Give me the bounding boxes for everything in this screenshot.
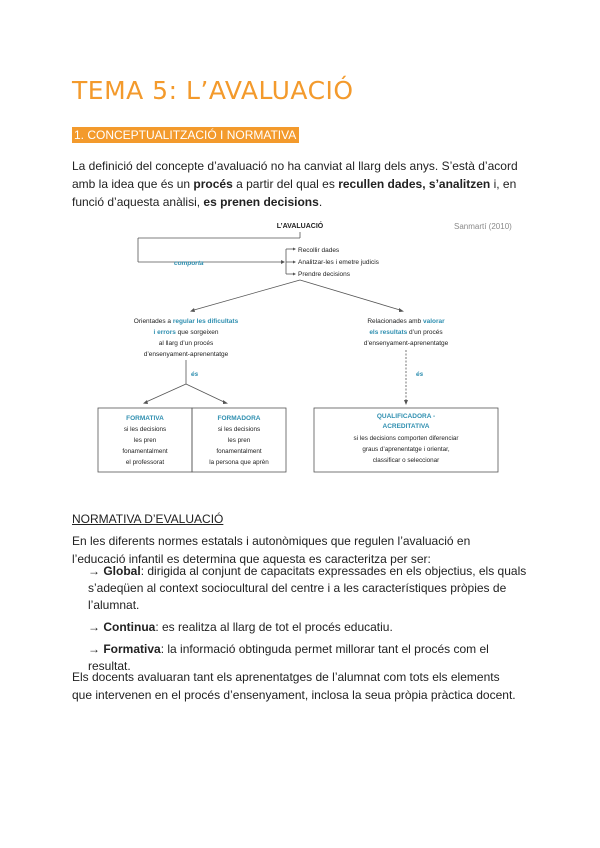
box-formativa-title: FORMATIVA <box>126 415 164 422</box>
svg-text:si les decisions: si les decisions <box>217 426 261 433</box>
normativa-heading: NORMATIVA D’EVALUACIÓ <box>72 512 224 526</box>
left-es-label: és <box>191 371 199 378</box>
page-title: TEMA 5: L’AVALUACIÓ <box>72 76 354 105</box>
svg-text:graus d’aprenentatge i orienta: graus d’aprenentatge i orientar, <box>362 446 450 453</box>
step-analyze: Analitzar-les i emetre judicis <box>298 259 379 266</box>
svg-text:fonamentalment: fonamentalment <box>216 448 262 455</box>
left-branch-line1: Orientades a regular les dificultats <box>133 318 239 325</box>
box-formadora-title: FORMADORA <box>217 415 261 422</box>
characteristics-list <box>88 563 528 680</box>
left-branch-line4: d’ensenyament-aprenentatge <box>143 351 229 358</box>
box-qualificadora-title: QUALIFICADORA - <box>376 413 436 420</box>
svg-text:fonamentalment: fonamentalment <box>122 448 168 455</box>
list-item-formativa: → Formativa: la informació obtinguda permet millorar tant el procés com el resultat. <box>88 642 489 673</box>
right-branch-line1: Relacionades amb valorar <box>367 318 445 325</box>
diagram-root: L’AVALUACIÓ <box>276 223 324 230</box>
right-branch-line3: d’ensenyament-aprenentatge <box>363 340 449 347</box>
section-heading: 1. CONCEPTUALITZACIÓ I NORMATIVA <box>72 127 299 143</box>
right-es-label: és <box>416 371 424 378</box>
svg-text:la persona que aprèn: la persona que aprèn <box>209 459 269 466</box>
left-branch-line2: i errors que sorgeixen <box>153 329 219 336</box>
svg-text:classificar o seleccionar: classificar o seleccionar <box>372 457 440 464</box>
closing-paragraph: Els docents avaluaran tant els aprenentatges de l’alumnat com tots els elements que intervenen en el procés d’ensenyament, inclosa la seua pròpia pràctica docent. <box>72 670 516 702</box>
diagram-source: Sanmartí (2010) <box>454 222 512 231</box>
left-branch-line3: al llarg d’un procés <box>158 340 214 347</box>
evaluation-diagram <box>94 212 512 484</box>
comporta-label: comporta <box>174 260 204 267</box>
svg-text:si les decisions comporten dif: si les decisions comporten diferenciar <box>353 435 459 442</box>
list-item-continua: → Continua: es realitza al llarg de tot el procés educatiu. <box>88 620 393 634</box>
intro-paragraph: La definició del concepte d’avaluació no ha canviat al llarg dels anys. S’està d’acord amb la idea que és un procés a partir del qual es recullen dades, s’analitzen i, en funció d’aquesta anàlisi, es prenen decisions. <box>72 159 518 209</box>
step-decide: Prendre decisions <box>298 271 351 278</box>
svg-text:el professorat: el professorat <box>125 459 165 466</box>
normativa-intro: En les diferents normes estatals i autonòmiques que regulen l’avaluació en l’educació infantil es determina que aquesta es caracteritza per ser: <box>72 534 471 566</box>
svg-text:si les decisions: si les decisions <box>123 426 167 433</box>
right-branch-line2: els resultats d’un procés <box>369 329 443 336</box>
svg-text:les pren: les pren <box>133 437 157 444</box>
list-item-global: → Global: dirigida al conjunt de capacitats expressades en els objectius, els quals s’adeqüen al context sociocultural del centre i a les característiques pròpies de l’alumnat. <box>88 564 527 612</box>
svg-text:les pren: les pren <box>227 437 251 444</box>
step-collect: Recollir dades <box>298 247 340 254</box>
svg-text:ACREDITATIVA: ACREDITATIVA <box>382 423 430 430</box>
